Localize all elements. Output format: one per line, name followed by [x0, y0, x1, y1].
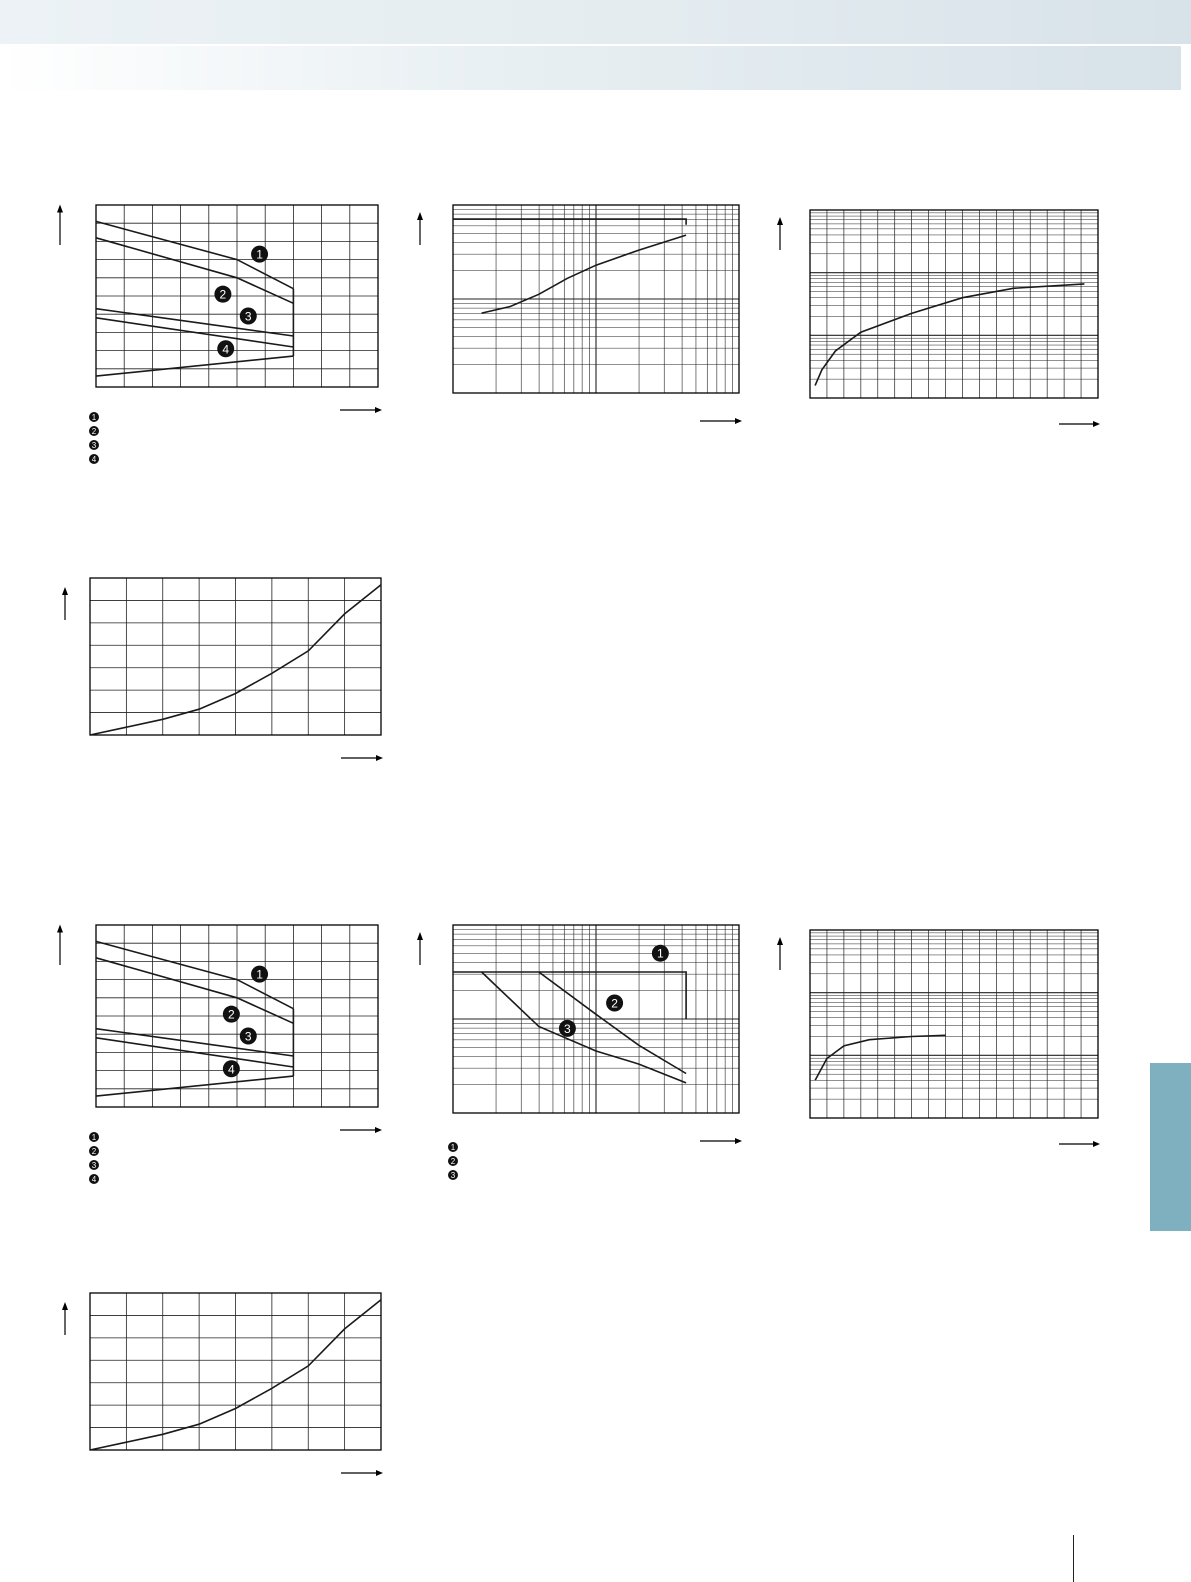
y-axis-arrow-head: [777, 937, 783, 945]
curve-marker-label: 3: [244, 309, 252, 324]
curve-marker-label: 1: [256, 247, 263, 262]
legend-dot-label: 1: [91, 1133, 97, 1142]
chart-7-fine-grid-curve: [765, 915, 1110, 1155]
chart-3-fine-grid-curve: [765, 195, 1110, 435]
legend-dot-label: 3: [450, 1171, 456, 1180]
legend-marker-3: [89, 1160, 99, 1170]
curve-marker-4: [217, 340, 234, 357]
legend-marker-1: [448, 1142, 458, 1152]
chart-5-linear-four-curves: [40, 915, 400, 1205]
legend-dot-label: 1: [91, 413, 97, 422]
chart-grid: [810, 930, 1098, 1118]
y-axis-arrow-head: [62, 587, 68, 595]
legend-marker-2: [448, 1156, 458, 1166]
x-axis-arrow-head: [375, 407, 382, 413]
curve-marker-1: [251, 966, 268, 983]
curve-marker-label: 4: [228, 1062, 235, 1077]
legend-dot-label: 3: [91, 1161, 97, 1170]
x-axis-arrow-head: [1093, 421, 1100, 427]
legend-dot-label: 2: [450, 1157, 456, 1166]
section-side-tab[interactable]: [1150, 1063, 1191, 1231]
chart-2-loglog-single-curve: [405, 195, 755, 435]
legend-marker-4: [89, 1174, 99, 1184]
curve-marker-1: [251, 246, 268, 263]
series-curve-1: [815, 284, 1084, 386]
y-axis-arrow-head: [57, 205, 63, 213]
plot-frame: [810, 930, 1098, 1118]
page-number-rule: [1073, 1535, 1074, 1582]
legend-dot-label: 2: [91, 427, 97, 436]
legend-marker-3: [89, 440, 99, 450]
series-curve-5: [96, 356, 293, 376]
chart-grid: [90, 1293, 381, 1450]
curve-marker-3: [559, 1020, 576, 1037]
y-axis-arrow-head: [417, 212, 423, 220]
chart-8-linear-derating: [40, 1285, 395, 1485]
curve-marker-label: 3: [564, 1021, 571, 1036]
chart-grid: [453, 925, 739, 1113]
subheader-band: [0, 46, 1181, 90]
x-axis-arrow-head: [1093, 1141, 1100, 1147]
legend-dot-label: 4: [91, 1175, 97, 1184]
legend-marker-1: [89, 1132, 99, 1142]
chart-4-linear-derating: [40, 570, 395, 770]
curve-marker-label: 3: [244, 1029, 252, 1044]
curve-marker-label: 2: [219, 287, 227, 302]
chart-grid: [810, 210, 1098, 398]
chart-grid: [453, 205, 739, 393]
x-axis-arrow-head: [735, 1138, 742, 1144]
curve-marker-label: 1: [657, 946, 664, 961]
series-curve-1: [482, 235, 686, 313]
series-curve-5: [96, 1076, 293, 1096]
curve-marker-label: 2: [228, 1007, 235, 1022]
chart-6-loglog-three-curves: [405, 915, 755, 1180]
curve-marker-1: [652, 945, 669, 962]
x-axis-arrow-head: [735, 418, 742, 424]
x-axis-arrow-head: [376, 1470, 383, 1476]
y-axis-arrow-head: [777, 217, 783, 225]
curve-marker-3: [240, 308, 257, 325]
legend-marker-4: [89, 454, 99, 464]
curve-marker-label: 2: [611, 996, 618, 1011]
curve-marker-label: 4: [222, 342, 230, 357]
legend-dot-label: 4: [91, 455, 97, 464]
curve-marker-3: [240, 1028, 257, 1045]
curve-marker-2: [214, 286, 231, 303]
curve-marker-label: 1: [256, 967, 263, 982]
x-axis-arrow-head: [376, 755, 383, 761]
legend-dot-label: 2: [91, 1147, 97, 1156]
curve-marker-2: [606, 995, 623, 1012]
header-band: [0, 0, 1191, 44]
legend-marker-2: [89, 426, 99, 436]
chart-grid: [90, 578, 381, 735]
y-axis-arrow-head: [62, 1302, 68, 1310]
legend-dot-label: 3: [91, 441, 97, 450]
legend-marker-2: [89, 1146, 99, 1156]
y-axis-arrow-head: [417, 932, 423, 940]
x-axis-arrow-head: [375, 1127, 382, 1133]
legend-marker-1: [89, 412, 99, 422]
legend-dot-label: 1: [450, 1143, 456, 1152]
series-curve-2: [453, 219, 686, 225]
y-axis-arrow-head: [57, 925, 63, 933]
curve-marker-4: [223, 1060, 240, 1077]
plot-frame: [810, 210, 1098, 398]
series-curve-1: [815, 1035, 945, 1080]
series-curve-3: [482, 972, 686, 1083]
chart-1-linear-four-curves: [40, 195, 400, 485]
curve-marker-2: [223, 1006, 240, 1023]
legend-marker-3: [448, 1170, 458, 1180]
